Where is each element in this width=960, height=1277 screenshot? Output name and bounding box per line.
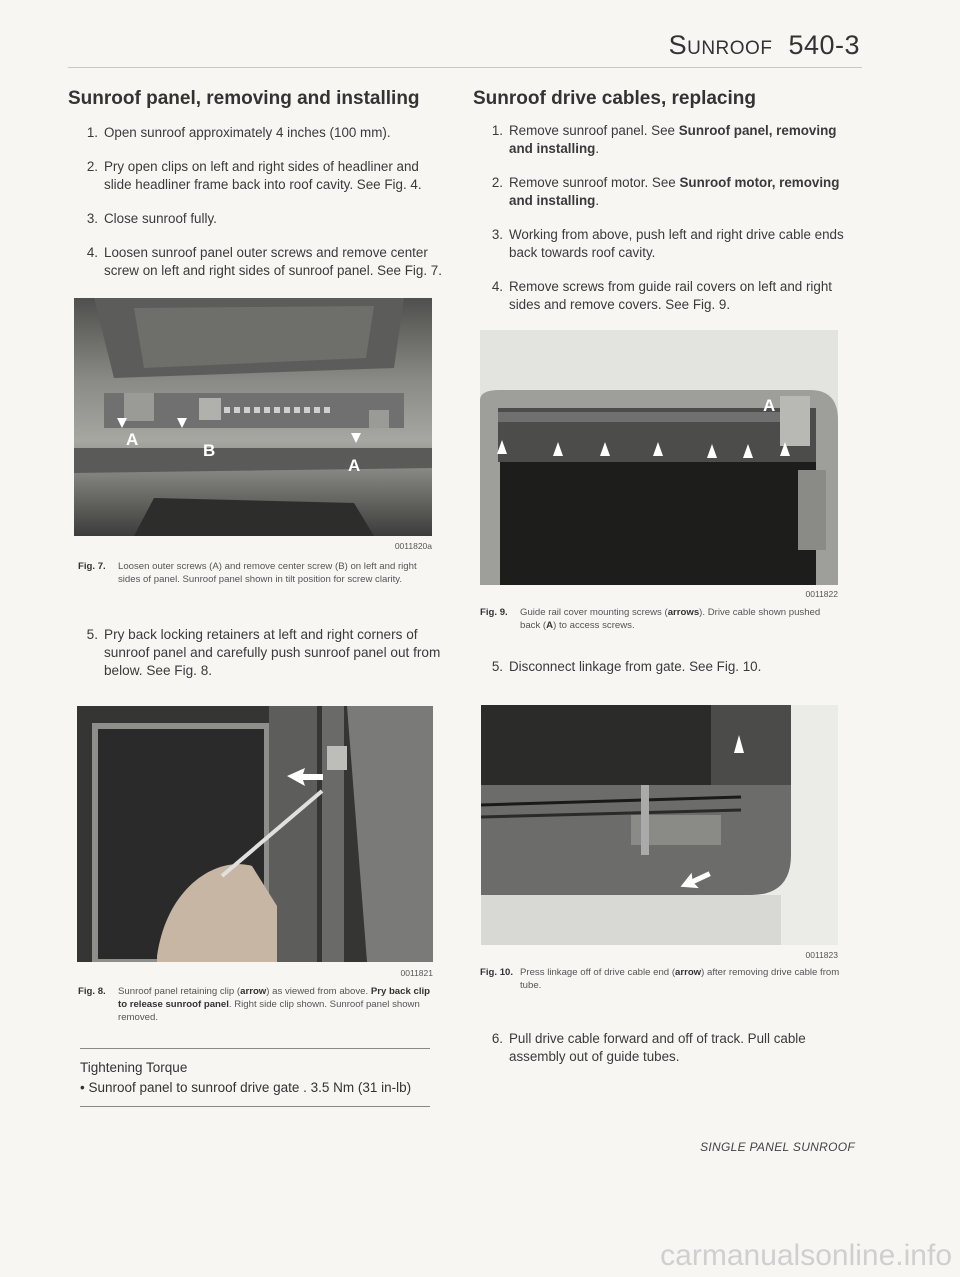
fig7-code: 0011820a [394,541,432,551]
left-step-5-wrap [80,626,448,696]
torque-top-rule [80,1048,430,1049]
fig9-callout-a: A [763,396,776,415]
left-step-3: 3. Close sunroof fully. [86,211,217,226]
fig10-caption: Fig. 10. Press linkage off of drive cable end (arrow) after removing drive cable from tube. [480,967,840,991]
right-step-2: 2. Remove sunroof motor. See Sunroof motor, removing and installing. [491,175,840,208]
fig8-caption: Fig. 8. Sunroof panel retaining clip (arrow) as viewed from above. Pry back clip to release sunroof panel. Right side clip shown. Sunroof panel shown removed. [78,986,431,1023]
fig9-code: 0011822 [805,589,838,599]
page-number: 540-3 [788,30,860,60]
right-step-6-wrap [485,1030,855,1082]
right-step-6: 6. Pull drive cable forward and off of track. Pull cable assembly out of guide tubes. [491,1031,806,1064]
left-step-1: 1. Open sunroof approximately 4 inches (100 mm). [86,125,391,140]
right-column [473,88,853,330]
page-header [669,30,860,61]
left-step-2: 2. Pry open clips on left and right sides of headliner and slide headliner frame back into roof cavity. See Fig. 4. [86,159,422,192]
fig7-callout-b: B [203,441,216,460]
fig7-callout-a-left: A [126,430,139,449]
fig8-photo [77,706,433,962]
fig7-caption: Fig. 7. Loosen outer screws (A) and remove center screw (B) on left and right sides of panel. Sunroof panel shown in tilt position for screw clarity. [78,561,417,585]
right-step-3: 3. Working from above, push left and right drive cable ends back towards roof cavity. [491,227,844,260]
fig9-photo [480,330,838,585]
right-step-1: 1. Remove sunroof panel. See Sunroof panel, removing and installing. [491,123,837,156]
header-section-initial: S [668,30,688,60]
torque-title: Tightening Torque [80,1060,188,1075]
right-step-4: 4. Remove screws from guide rail covers on left and right sides and remove covers. See Fig. 9. [491,279,832,312]
left-column [68,88,448,296]
fig9-caption: Fig. 9. Guide rail cover mounting screws (arrows). Drive cable shown pushed back (A) to access screws. [480,607,821,631]
fig8-code: 0011821 [400,968,433,978]
fig7-photo [74,298,432,536]
left-step-5: 5. Pry back locking retainers at left and right corners of sunroof panel and carefully push sunroof panel out from below. See Fig. 8. [86,627,441,678]
left-step-4: 4. Loosen sunroof panel outer screws and remove center screw on left and right sides of sunroof panel. See Fig. 7. [86,245,442,278]
right-step-5: 5. Disconnect linkage from gate. See Fig. 10. [491,659,762,674]
torque-spec: • Sunroof panel to sunroof drive gate . 3.5 Nm (31 in-lb) [80,1080,412,1095]
left-heading: Sunroof panel, removing and installing [68,88,420,109]
watermark: carmanualsonline.info [660,1239,952,1272]
right-heading: Sunroof drive cables, replacing [473,88,756,109]
fig7-callout-a-right: A [348,456,361,475]
header-rule [68,67,862,68]
torque-box [80,1058,440,1098]
torque-bottom-rule [80,1106,430,1107]
header-section-rest: unroof [687,30,773,60]
fig10-code: 0011823 [805,950,838,960]
footer-section-title: SINGLE PANEL SUNROOF [700,1140,855,1154]
fig10-photo [481,705,838,945]
right-step-5-wrap [485,658,855,692]
